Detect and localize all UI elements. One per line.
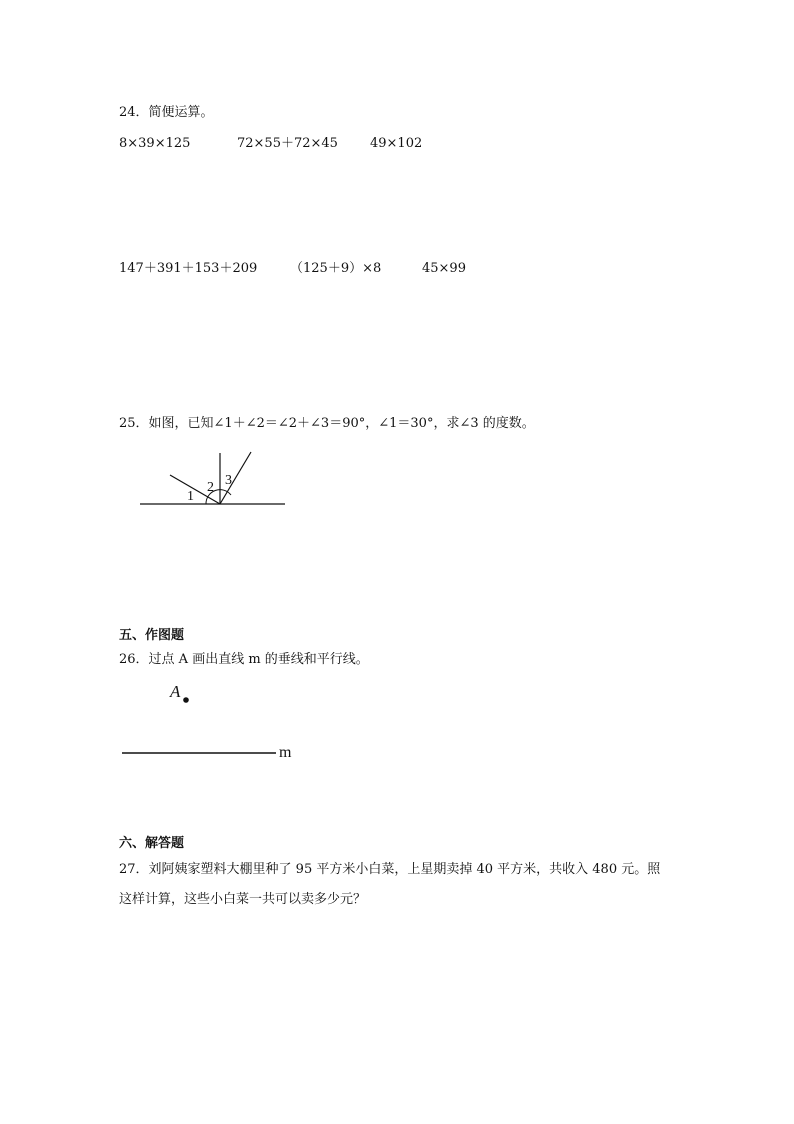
q24-expr-3: 49×102 [370,136,423,151]
q27-line-2: 这样计算，这些小白菜一共可以卖多少元？ [119,892,367,907]
q24-expr-4: 147＋391＋153＋209 [119,261,258,276]
q24-expr-2: 72×55＋72×45 [237,136,338,151]
angle-label-1: 1 [187,489,194,504]
line-m-label: m [279,744,292,761]
q24-expr-1: 8×39×125 [119,136,191,151]
q24-expr-6: 45×99 [422,261,466,276]
section-6-heading: 六、解答题 [119,836,185,851]
angle-label-3: 3 [225,473,232,488]
q27-line-1: 27．刘阿姨家塑料大棚里种了 95 平方米小白菜，上星期卖掉 40 平方米，共收入 480 元。照 [119,862,661,877]
q25-title: 25．如图，已知∠1＋∠2＝∠2＋∠3＝90°，∠1＝30°，求∠3 的度数。 [119,416,535,431]
q24-title: 24．简便运算。 [119,105,214,120]
point-a-label: A [170,682,181,701]
q26-text: 26．过点 A 画出直线 m 的垂线和平行线。 [119,652,369,667]
angle-label-2: 2 [207,480,214,495]
section-5-heading: 五、作图题 [119,628,185,643]
point-a-dot [183,697,189,703]
q24-expr-5: （125＋9）×8 [290,261,382,276]
